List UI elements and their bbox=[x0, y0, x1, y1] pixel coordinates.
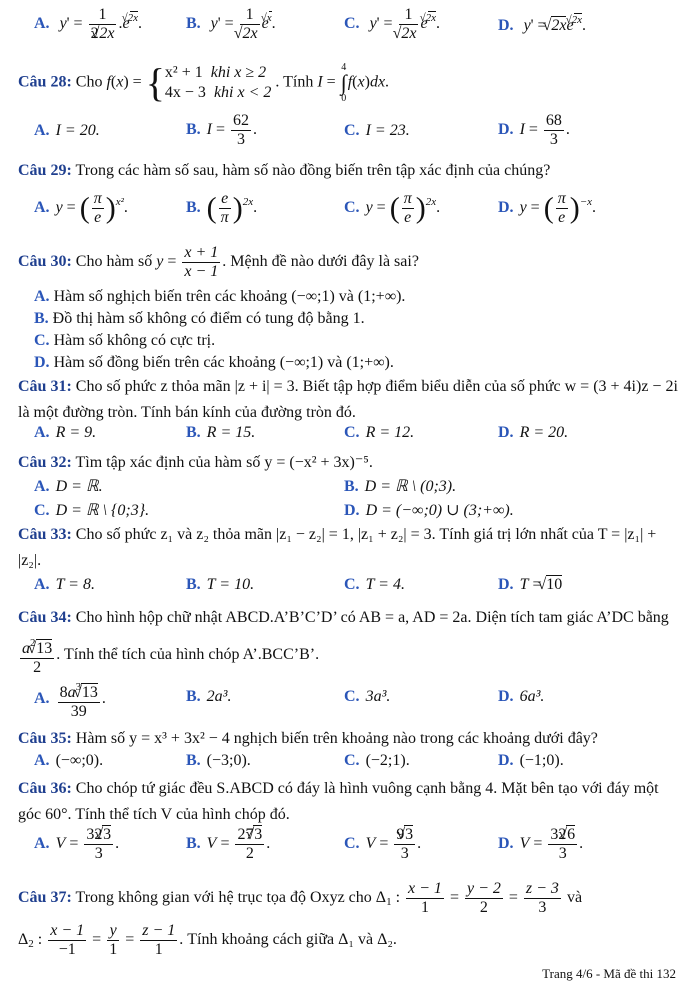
option-text: D = (−∞;0) ∪ (3;+∞). bbox=[365, 502, 514, 519]
q33-option-a[interactable]: A. T = 8. bbox=[34, 576, 95, 593]
q33-option-d[interactable]: D. T = √ 10 bbox=[498, 576, 562, 594]
q28-option-b[interactable]: B. I = $\frac{62}{3}$ . bbox=[186, 112, 258, 148]
q30-option-b[interactable]: B. Đồ thị hàm số không có điểm có tung độ bằng 1. bbox=[34, 310, 365, 327]
option-text: I = 20. bbox=[55, 122, 100, 139]
q36-option-d[interactable]: D. V = $\frac{32√ 6}{3}$ . bbox=[498, 826, 583, 863]
option-text: Hàm số không có cực trị. bbox=[53, 332, 216, 349]
option-text: Hàm số nghịch biến trên các khoảng (−∞;1) và (1;+∞). bbox=[53, 288, 406, 305]
q29-option-d[interactable]: D. y = ( $\frac{\pi}{e}$ )$^{-x}$. bbox=[498, 190, 597, 226]
option-letter: D. bbox=[498, 17, 514, 34]
question-number: Câu 35: bbox=[18, 730, 72, 747]
numerator: 68 bbox=[545, 112, 562, 129]
option-text: Đồ thị hàm số không có điểm có tung độ bằng 1. bbox=[52, 310, 365, 327]
q34-option-d[interactable]: D. 6a³. bbox=[498, 688, 545, 705]
case-1: khi x ≥ 2 bbox=[210, 64, 267, 81]
option-text: (−1;0). bbox=[519, 752, 564, 769]
q29-option-c[interactable]: C. y = ( $\frac{\pi}{e}$ )$^{2x}$. bbox=[344, 190, 441, 226]
q36-stem bbox=[18, 776, 682, 828]
option-text: T = 8. bbox=[55, 576, 95, 593]
question-number: Câu 30: bbox=[18, 253, 72, 271]
q32-option-d[interactable]: D. D = (−∞;0) ∪ (3;+∞). bbox=[344, 502, 514, 519]
q33-options bbox=[0, 576, 700, 602]
q31-option-d[interactable]: D. R = 20. bbox=[498, 424, 569, 441]
q27-option-b[interactable]: B. y' = 1 √ 2x e√ $^x$. bbox=[186, 6, 276, 43]
q35-option-d[interactable]: D. (−1;0). bbox=[498, 752, 564, 769]
question-text: . Tính bbox=[275, 73, 314, 91]
q37-stem-line1: Câu 37: Trong không gian với hệ trục tọa độ Oxyz cho $\Delta_1$ : $\frac{x - 1}{1}$ = $\frac{y - 2}{2}$ = $\frac{z - 3}{3}$ và bbox=[18, 880, 583, 916]
option-text: R = 15. bbox=[206, 424, 256, 441]
option-text: (−3;0). bbox=[206, 752, 251, 769]
denominator: 3 bbox=[549, 131, 558, 148]
q27-option-d[interactable]: D. y' = √ 2xe√ $^{2x}$. bbox=[498, 14, 586, 35]
question-text: Cho hình hộp chữ nhật ABCD.A’B’C’D’ có AB = a, AD = 2a. Diện tích tam giác A’DC bằng bbox=[75, 609, 669, 626]
option-text: (−2;1). bbox=[365, 752, 410, 769]
q28-option-a[interactable]: A. I = 20. bbox=[34, 122, 100, 139]
q30-stem: Câu 30: Cho hàm số y = $\frac{x + 1}{x - 1}$ . Mệnh đề nào dưới đây là sai? bbox=[18, 244, 419, 280]
option-text: R = 20. bbox=[519, 424, 569, 441]
question-text: . Tính thể tích của hình chóp A’.BCC’B’. bbox=[56, 646, 320, 664]
q34-option-c[interactable]: C. 3a³. bbox=[344, 688, 391, 705]
q28-options bbox=[0, 110, 700, 154]
option-text: Hàm số đồng biến trên các khoảng (−∞;1) và (1;+∞). bbox=[53, 354, 394, 371]
option-text: 2a³. bbox=[206, 688, 232, 705]
q29-option-b[interactable]: B. ( $\frac{e}{\pi}$ )$^{2x}$. bbox=[186, 190, 258, 226]
q30-option-c[interactable]: C. Hàm số không có cực trị. bbox=[34, 332, 216, 349]
q36-option-a[interactable]: A. V = $\frac{32√ 3}{3}$ . bbox=[34, 826, 119, 863]
q27-options bbox=[0, 2, 700, 42]
q27-option-a[interactable]: A. y' = $\frac{1}{2√ 2x}$ .e√ $^{2x}$. bbox=[34, 6, 142, 43]
option-letter: B. bbox=[186, 15, 201, 33]
q32-options-row1 bbox=[0, 476, 700, 500]
q30-options bbox=[34, 286, 405, 374]
q36-options bbox=[0, 826, 700, 872]
denominator: 3 bbox=[237, 131, 246, 148]
q29-stem bbox=[18, 158, 682, 184]
option-text: (−∞;0). bbox=[55, 752, 104, 769]
question-text: . Tính khoảng cách giữa Δ₁ và Δ₂. bbox=[179, 931, 397, 949]
question-text: Cho bbox=[75, 73, 103, 91]
question-number: Câu 34: bbox=[18, 609, 72, 626]
question-number: Câu 36: bbox=[18, 780, 72, 797]
q29-options bbox=[0, 186, 700, 236]
q33-option-c[interactable]: C. T = 4. bbox=[344, 576, 405, 593]
q28-stem: Câu 28: Cho f(x) = {x² + 1 khi x ≥ 2 4x − 3 khi x < 2 . Tính I = 4 ∫ 0f(x)dx. bbox=[18, 60, 390, 105]
q32-option-c[interactable]: C. D = ℝ \ {0;3}. bbox=[34, 502, 150, 519]
question-number: Câu 31: bbox=[18, 378, 72, 395]
q32-stem bbox=[18, 450, 682, 476]
question-text: Trong không gian với hệ trục tọa độ Oxyz cho bbox=[75, 889, 372, 907]
q31-option-a[interactable]: A. R = 9. bbox=[34, 424, 97, 441]
question-number: Câu 37: bbox=[18, 889, 72, 907]
option-text: D = ℝ. bbox=[55, 478, 103, 495]
option-text: D = ℝ \ {0;3}. bbox=[55, 502, 150, 519]
question-text: Tìm tập xác định của hàm số y = (−x² + 3x)⁻⁵. bbox=[75, 454, 373, 471]
question-number: Câu 28: bbox=[18, 73, 72, 91]
numerator: 62 bbox=[233, 112, 250, 129]
option-text: R = 12. bbox=[365, 424, 415, 441]
q35-option-b[interactable]: B. (−3;0). bbox=[186, 752, 251, 769]
question-text: Cho số phức z₁ và z₂ thỏa mãn |z₁ − z₂| = 1, |z₁ + z₂| = 3. Tính giá trị lớn nhất của T = |z₁| + |z₂|. bbox=[18, 526, 657, 569]
question-text: Cho chóp tứ giác đều S.ABCD có đáy là hình vuông cạnh bằng 4. Mặt bên tạo với đáy một góc 60°. Tính thể tích V của hình chóp đó. bbox=[18, 780, 659, 823]
question-number: Câu 32: bbox=[18, 454, 72, 471]
q31-option-c[interactable]: C. R = 12. bbox=[344, 424, 415, 441]
option-letter: C. bbox=[344, 15, 360, 33]
q35-option-c[interactable]: C. (−2;1). bbox=[344, 752, 410, 769]
q27-option-c[interactable]: C. y' = 1 √ 2x e√ $^{2x}$. bbox=[344, 6, 440, 43]
q31-option-b[interactable]: B. R = 15. bbox=[186, 424, 256, 441]
option-text: R = 9. bbox=[55, 424, 97, 441]
option-text: T = 10. bbox=[206, 576, 255, 593]
option-text: 3a³. bbox=[365, 688, 391, 705]
question-text: Cho số phức z thỏa mãn |z + i| = 3. Biết tập hợp điểm biểu diễn của số phức w = (3 + 4i)z − 2i là một đường tròn. Tính bán kính của đường tròn đó. bbox=[18, 378, 678, 421]
q30-option-a[interactable]: A. Hàm số nghịch biến trên các khoảng (−∞;1) và (1;+∞). bbox=[34, 288, 406, 305]
q35-option-a[interactable]: A. (−∞;0). bbox=[34, 752, 104, 769]
option-text: T = 4. bbox=[365, 576, 405, 593]
q32-options-row2 bbox=[0, 500, 700, 524]
q32-option-a[interactable]: A. D = ℝ. bbox=[34, 478, 103, 495]
q35-options bbox=[0, 752, 700, 776]
option-letter: A. bbox=[34, 15, 50, 33]
question-text: Trong các hàm số sau, hàm số nào đồng biến trên tập xác định của chúng? bbox=[75, 162, 551, 179]
q33-option-b[interactable]: B. T = 10. bbox=[186, 576, 255, 593]
q36-option-b[interactable]: B. V = $\frac{27√ 3}{2}$ . bbox=[186, 826, 270, 863]
q28-option-c[interactable]: C. I = 23. bbox=[344, 122, 410, 139]
q31-options bbox=[0, 424, 700, 448]
case-2: khi x < 2 bbox=[213, 84, 272, 101]
q34-option-b[interactable]: B. 2a³. bbox=[186, 688, 232, 705]
question-number: Câu 33: bbox=[18, 526, 72, 543]
q29-option-a[interactable]: A. y = ( $\frac{\pi}{e}$ )$^{x^2}$. bbox=[34, 190, 128, 226]
q35-stem bbox=[18, 726, 682, 752]
question-text: Cho hàm số bbox=[75, 253, 153, 271]
q34-option-a[interactable]: A. $\frac{8a^3√ 13}{39}$ . bbox=[34, 678, 106, 721]
q33-stem bbox=[18, 522, 682, 574]
q28-option-d[interactable]: D. I = $\frac{68}{3}$ . bbox=[498, 112, 570, 148]
q31-stem bbox=[18, 374, 682, 426]
q30-option-d[interactable]: D. Hàm số đồng biến trên các khoảng (−∞;1) và (1;+∞). bbox=[34, 354, 394, 371]
option-text: 6a³. bbox=[519, 688, 545, 705]
page-footer: Trang 4/6 - Mã đề thi 132 bbox=[542, 966, 676, 981]
option-text: D = ℝ \ (0;3). bbox=[364, 478, 457, 495]
question-text: . Mệnh đề nào dưới đây là sai? bbox=[222, 253, 419, 271]
option-text: I = 23. bbox=[365, 122, 410, 139]
q36-option-c[interactable]: C. V = $\frac{9√ 3}{3}$ . bbox=[344, 826, 421, 863]
question-text: Hàm số y = x³ + 3x² − 4 nghịch biến trên khoảng nào trong các khoảng dưới đây? bbox=[75, 730, 598, 747]
q34-stem: Câu 34: Cho hình hộp chữ nhật ABCD.A’B’C’D’ có AB = a, AD = 2a. Diện tích tam giác A’DC bằng $\frac{a^2√ 13}{2}$ . Tính thể tích của hình chóp A’.BCC’B’. bbox=[18, 602, 682, 677]
q32-option-b[interactable]: B. D = ℝ \ (0;3). bbox=[344, 478, 457, 495]
question-number: Câu 29: bbox=[18, 162, 72, 179]
q37-stem-line2: $\Delta_2$ : $\frac{x - 1}{-1}$ = $\frac{y}{1}$ = $\frac{z - 1}{1}$ . Tính khoảng cách giữa Δ₁ và Δ₂. bbox=[18, 922, 397, 958]
q34-options bbox=[0, 676, 700, 722]
